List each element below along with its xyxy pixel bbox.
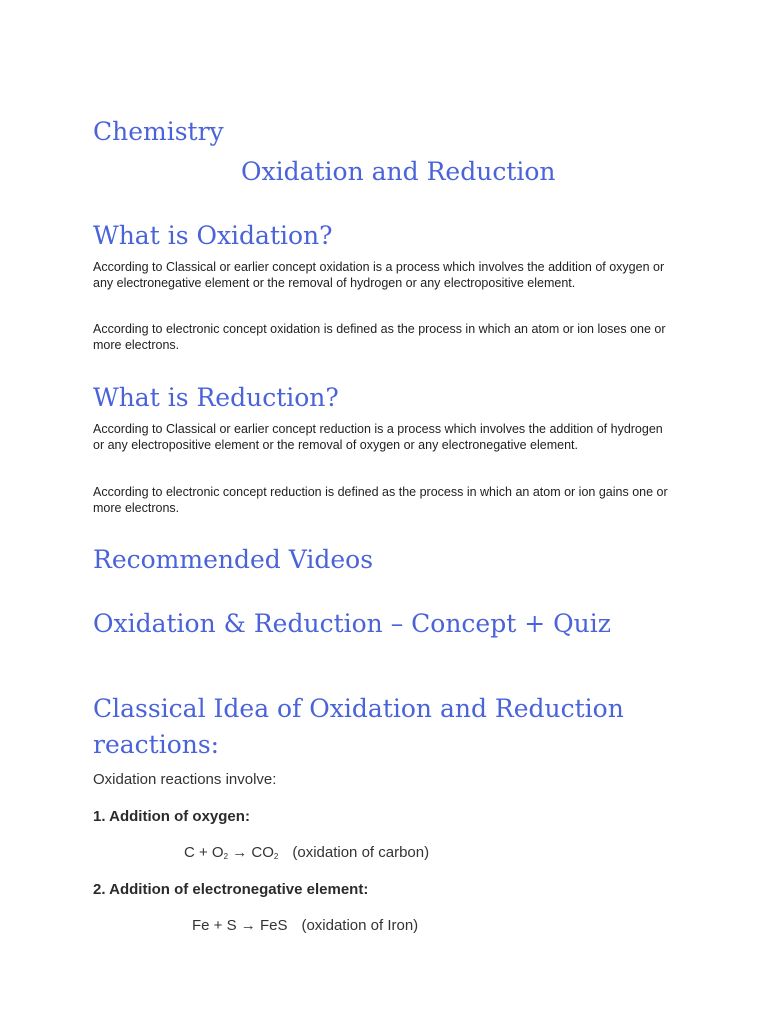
equation-oxidation-of-iron bbox=[192, 917, 418, 934]
oxidation-reactions-intro: Oxidation reactions involve: bbox=[93, 771, 277, 788]
equation-subscript: 2 bbox=[223, 852, 229, 861]
equation-text: Fe + S → FeS bbox=[192, 917, 288, 934]
reduction-electronic-paragraph: According to electronic concept reduction is defined as the process in which an atom or ion gains one or more electrons. bbox=[93, 485, 668, 515]
reduction-heading: What is Reduction? bbox=[93, 383, 339, 412]
oxidation-electronic-paragraph: According to electronic concept oxidation is defined as the process in which an atom or ion loses one or more electrons. bbox=[93, 322, 666, 352]
equation-note: (oxidation of carbon) bbox=[292, 844, 430, 861]
list-item-addition-of-electronegative-element: 2. Addition of electronegative element: bbox=[93, 881, 369, 898]
recommended-videos-heading: Recommended Videos bbox=[93, 545, 374, 574]
subject-title: Chemistry bbox=[93, 117, 224, 146]
reduction-classical-paragraph: According to Classical or earlier concept reduction is a process which involves the addition of hydrogen or any electropositive element or the removal of oxygen or any electronegative element. bbox=[93, 422, 663, 452]
classical-idea-heading: Classical Idea of Oxidation and Reduction reactions: bbox=[93, 694, 624, 759]
equation-oxidation-of-carbon bbox=[184, 844, 429, 861]
oxidation-heading: What is Oxidation? bbox=[93, 221, 333, 250]
equation-subscript: 2 bbox=[273, 852, 279, 861]
oxidation-classical-paragraph: According to Classical or earlier concept oxidation is a process which involves the addition of oxygen or any electronegative element or the removal of hydrogen or any electropositive element. bbox=[93, 260, 665, 290]
page-title: Oxidation and Reduction bbox=[241, 157, 556, 186]
video-title-link[interactable]: Oxidation & Reduction – Concept + Quiz bbox=[93, 609, 611, 638]
list-item-addition-of-oxygen: 1. Addition of oxygen: bbox=[93, 808, 250, 825]
equation-note: (oxidation of Iron) bbox=[301, 917, 419, 934]
equation-lhs: C + O bbox=[184, 844, 224, 861]
equation-rhs: → CO bbox=[228, 844, 274, 861]
